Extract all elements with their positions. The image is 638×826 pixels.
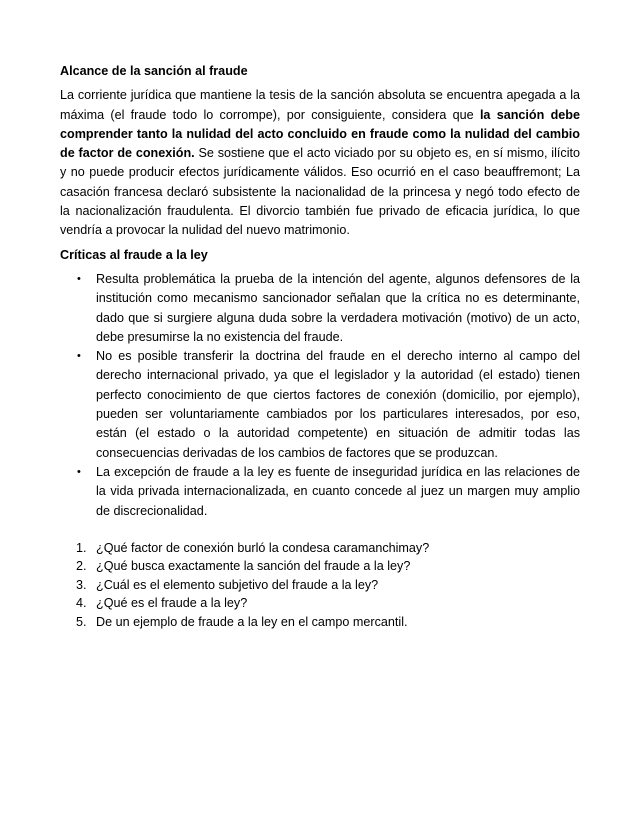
bullet-icon: • (77, 350, 81, 363)
question-number: 1. (76, 540, 87, 555)
bullet-text: La excepción de fraude a la ley es fuente de inseguridad jurídica en las relaciones de la vida privada internacionalizada, en cuanto concede al juez un margen muy amplio de discrecionalidad. (96, 464, 580, 518)
questions-list (60, 539, 580, 632)
question-item (76, 613, 580, 632)
question-number: 3. (76, 577, 87, 592)
paragraph-text-part2: Se sostiene que el acto viciado por su objeto es, en sí mismo, ilícito y no puede producir efectos jurídicamente válidos. Eso ocurrió en el caso beauffremont; La casación francesa declaró subsistente la nacionalidad de la princesa y negó todo efecto de la nacionalización fraudulenta. El divorcio también fue privado de eficacia jurídica, lo que vendría a provocar la nulidad del nuevo matrimonio. (60, 146, 580, 238)
question-text: De un ejemplo de fraude a la ley en el campo mercantil. (96, 614, 408, 629)
question-text: ¿Cuál es el elemento subjetivo del fraude a la ley? (96, 577, 379, 592)
bullet-text: No es posible transferir la doctrina del fraude en el derecho interno al campo del derecho internacional privado, ya que el legislador y la autoridad (el estado) tienen perfecto conocimiento de que ciertos factores de conexión (domicilio, por ejemplo), pueden ser voluntariamente cambiados por los particulares interesados, por eso, están (el estado o la autoridad competente) en situación de admitir todas las consecuencias derivadas de los cambios de factores que se produzcan. (96, 349, 580, 460)
question-item (76, 557, 580, 576)
question-number: 5. (76, 614, 87, 629)
question-text: ¿Qué factor de conexión burló la condesa caramanchimay? (96, 540, 430, 555)
bullet-icon: • (77, 272, 81, 285)
bullet-icon: • (77, 465, 81, 478)
document-page (60, 62, 580, 631)
bullet-item (77, 347, 580, 463)
paragraph-text-part1: La corriente jurídica que mantiene la tesis de la sanción absoluta se encuentra apegada a la máxima (el fraude todo lo corrompe), por consiguiente, considera que (60, 88, 580, 122)
question-item (76, 576, 580, 595)
question-item (76, 539, 580, 558)
paragraph-alcance (60, 86, 580, 240)
question-text: ¿Qué es el fraude a la ley? (96, 596, 248, 611)
bullet-text: Resulta problemática la prueba de la intención del agente, algunos defensores de la institución como mecanismo sancionador señalan que la crítica no es determinante, dado que si surgiere alguna duda sobre la verdadera motivación (motivo) de un acto, debe presumirse la no existencia del fraude. (96, 271, 580, 344)
paragraph-bold-text: la sanción debe comprender tanto la nulidad del acto concluido en fraude como la nulidad del cambio de factor de conexión. (60, 107, 581, 161)
section-heading-criticas: Críticas al fraude a la ley (60, 247, 208, 262)
section-heading-alcance: Alcance de la sanción al fraude (60, 64, 248, 78)
question-item (76, 594, 580, 613)
question-number: 4. (76, 596, 87, 611)
question-text: ¿Qué busca exactamente la sanción del fraude a la ley? (96, 559, 411, 574)
question-number: 2. (76, 559, 87, 574)
bullet-item (77, 270, 580, 347)
bullet-item (77, 463, 580, 521)
criticas-bullet-list (60, 270, 580, 521)
